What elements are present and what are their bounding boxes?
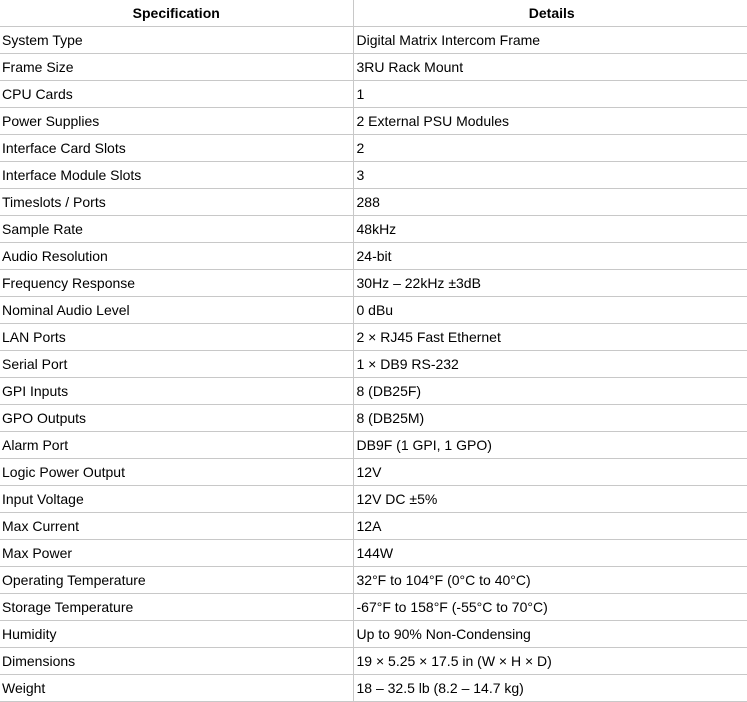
- spec-name-cell: Frame Size: [0, 54, 353, 81]
- spec-value-cell: 48kHz: [353, 216, 747, 243]
- spec-value-cell: 288: [353, 189, 747, 216]
- table-row: [0, 675, 747, 702]
- spec-name-cell: Interface Module Slots: [0, 162, 353, 189]
- spec-name-cell: Weight: [0, 675, 353, 702]
- spec-table-body: [0, 27, 747, 702]
- spec-value-cell: 18 – 32.5 lb (8.2 – 14.7 kg): [353, 675, 747, 702]
- table-row: [0, 324, 747, 351]
- spec-value-cell: 2: [353, 135, 747, 162]
- spec-name-cell: LAN Ports: [0, 324, 353, 351]
- spec-name-cell: Nominal Audio Level: [0, 297, 353, 324]
- spec-name-cell: Storage Temperature: [0, 594, 353, 621]
- table-row: [0, 594, 747, 621]
- spec-name-cell: GPI Inputs: [0, 378, 353, 405]
- spec-name-cell: Dimensions: [0, 648, 353, 675]
- table-row: [0, 459, 747, 486]
- spec-name-cell: Max Current: [0, 513, 353, 540]
- spec-value-cell: Digital Matrix Intercom Frame: [353, 27, 747, 54]
- spec-name-cell: Timeslots / Ports: [0, 189, 353, 216]
- table-row: [0, 621, 747, 648]
- table-row: [0, 486, 747, 513]
- table-row: [0, 270, 747, 297]
- spec-value-cell: 1 × DB9 RS-232: [353, 351, 747, 378]
- table-row: [0, 81, 747, 108]
- spec-value-cell: 12A: [353, 513, 747, 540]
- table-row: [0, 216, 747, 243]
- spec-name-cell: Audio Resolution: [0, 243, 353, 270]
- spec-name-cell: Serial Port: [0, 351, 353, 378]
- spec-name-cell: Interface Card Slots: [0, 135, 353, 162]
- table-row: [0, 54, 747, 81]
- table-row: [0, 540, 747, 567]
- spec-value-cell: DB9F (1 GPI, 1 GPO): [353, 432, 747, 459]
- spec-name-cell: Sample Rate: [0, 216, 353, 243]
- spec-value-cell: 24-bit: [353, 243, 747, 270]
- table-row: [0, 108, 747, 135]
- spec-name-cell: Operating Temperature: [0, 567, 353, 594]
- spec-value-cell: 8 (DB25M): [353, 405, 747, 432]
- table-row: [0, 135, 747, 162]
- table-row: [0, 378, 747, 405]
- table-row: [0, 162, 747, 189]
- spec-value-cell: 19 × 5.25 × 17.5 in (W × H × D): [353, 648, 747, 675]
- table-row: [0, 189, 747, 216]
- spec-name-cell: GPO Outputs: [0, 405, 353, 432]
- spec-value-cell: 2 × RJ45 Fast Ethernet: [353, 324, 747, 351]
- spec-value-cell: 32°F to 104°F (0°C to 40°C): [353, 567, 747, 594]
- table-row: [0, 405, 747, 432]
- table-row: [0, 27, 747, 54]
- table-row: [0, 243, 747, 270]
- table-row: [0, 351, 747, 378]
- table-row: [0, 648, 747, 675]
- spec-value-cell: 2 External PSU Modules: [353, 108, 747, 135]
- header-specification: Specification: [0, 0, 353, 27]
- spec-value-cell: 1: [353, 81, 747, 108]
- spec-name-cell: Input Voltage: [0, 486, 353, 513]
- spec-name-cell: System Type: [0, 27, 353, 54]
- spec-name-cell: Humidity: [0, 621, 353, 648]
- header-row: [0, 0, 747, 27]
- spec-value-cell: 3RU Rack Mount: [353, 54, 747, 81]
- spec-value-cell: 144W: [353, 540, 747, 567]
- table-row: [0, 432, 747, 459]
- spec-value-cell: -67°F to 158°F (-55°C to 70°C): [353, 594, 747, 621]
- table-row: [0, 513, 747, 540]
- header-details: Details: [353, 0, 747, 27]
- spec-value-cell: 8 (DB25F): [353, 378, 747, 405]
- spec-name-cell: Logic Power Output: [0, 459, 353, 486]
- spec-value-cell: 3: [353, 162, 747, 189]
- spec-value-cell: 30Hz – 22kHz ±3dB: [353, 270, 747, 297]
- spec-value-cell: Up to 90% Non-Condensing: [353, 621, 747, 648]
- spec-name-cell: Max Power: [0, 540, 353, 567]
- spec-name-cell: Alarm Port: [0, 432, 353, 459]
- spec-name-cell: CPU Cards: [0, 81, 353, 108]
- spec-name-cell: Frequency Response: [0, 270, 353, 297]
- table-row: [0, 567, 747, 594]
- spec-value-cell: 12V DC ±5%: [353, 486, 747, 513]
- spec-value-cell: 0 dBu: [353, 297, 747, 324]
- spec-value-cell: 12V: [353, 459, 747, 486]
- spec-name-cell: Power Supplies: [0, 108, 353, 135]
- table-row: [0, 297, 747, 324]
